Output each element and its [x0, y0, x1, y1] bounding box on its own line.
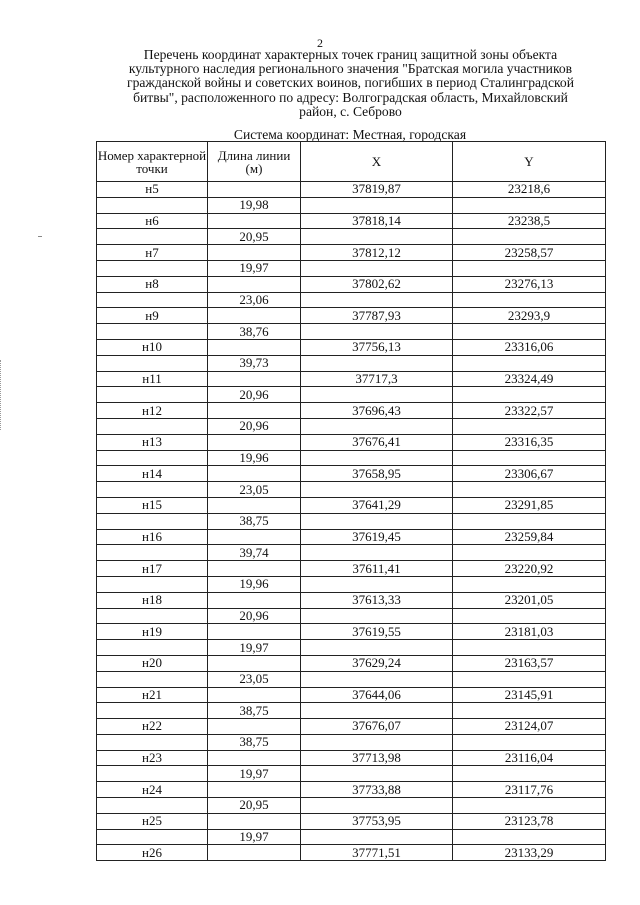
point-number-cell	[97, 418, 208, 434]
scan-mark	[38, 236, 42, 237]
line-length-cell	[208, 403, 301, 419]
x-coordinate-cell: 37819,87	[301, 182, 453, 198]
line-length-cell: 20,95	[208, 798, 301, 814]
table-row-segment	[97, 640, 606, 656]
point-number-cell: н24	[97, 782, 208, 798]
y-coordinate-cell: 23291,85	[453, 497, 606, 513]
point-number-cell: н15	[97, 497, 208, 513]
x-coordinate-cell: 37753,95	[301, 813, 453, 829]
table-row-point	[97, 845, 606, 861]
line-length-cell	[208, 624, 301, 640]
point-number-cell	[97, 640, 208, 656]
line-length-cell: 23,05	[208, 671, 301, 687]
line-length-cell	[208, 308, 301, 324]
point-number-cell: н18	[97, 592, 208, 608]
x-coordinate-cell: 37658,95	[301, 466, 453, 482]
y-coordinate-cell: 23117,76	[453, 782, 606, 798]
line-length-cell: 20,95	[208, 229, 301, 245]
point-number-cell	[97, 387, 208, 403]
line-length-cell: 39,73	[208, 355, 301, 371]
y-coordinate-cell: 23322,57	[453, 403, 606, 419]
table-row-point	[97, 182, 606, 198]
point-number-cell: н23	[97, 750, 208, 766]
document-title	[88, 48, 613, 119]
x-coordinate-cell	[301, 766, 453, 782]
y-coordinate-cell: 23201,05	[453, 592, 606, 608]
x-coordinate-cell: 37619,55	[301, 624, 453, 640]
table-row-point	[97, 719, 606, 735]
table-row-segment	[97, 829, 606, 845]
x-coordinate-cell: 37641,29	[301, 497, 453, 513]
table-row-point	[97, 687, 606, 703]
x-coordinate-cell: 37619,45	[301, 529, 453, 545]
x-coordinate-cell: 37733,88	[301, 782, 453, 798]
line-length-cell	[208, 782, 301, 798]
y-coordinate-cell: 23133,29	[453, 845, 606, 861]
y-coordinate-cell	[453, 355, 606, 371]
table-row-segment	[97, 482, 606, 498]
line-length-cell: 20,96	[208, 418, 301, 434]
table-row-point	[97, 592, 606, 608]
table-row-segment	[97, 450, 606, 466]
y-coordinate-cell: 23116,04	[453, 750, 606, 766]
line-length-cell	[208, 592, 301, 608]
point-number-cell: н17	[97, 561, 208, 577]
table-row-point	[97, 434, 606, 450]
table-row-segment	[97, 355, 606, 371]
x-coordinate-cell	[301, 260, 453, 276]
point-number-cell	[97, 766, 208, 782]
table-row-point	[97, 213, 606, 229]
point-number-cell: н6	[97, 213, 208, 229]
point-number-cell	[97, 450, 208, 466]
line-length-cell: 23,05	[208, 482, 301, 498]
header-line-length: Длина линии (м)	[208, 142, 301, 182]
point-number-cell: н20	[97, 655, 208, 671]
y-coordinate-cell	[453, 482, 606, 498]
x-coordinate-cell: 37771,51	[301, 845, 453, 861]
x-coordinate-cell	[301, 734, 453, 750]
table-row-segment	[97, 766, 606, 782]
coordinates-table	[96, 141, 606, 861]
y-coordinate-cell: 23259,84	[453, 529, 606, 545]
coordinate-system-caption: Система координат: Местная, городская	[233, 127, 467, 142]
x-coordinate-cell: 37696,43	[301, 403, 453, 419]
line-length-cell: 20,96	[208, 387, 301, 403]
line-length-cell	[208, 687, 301, 703]
line-length-cell: 19,97	[208, 640, 301, 656]
table-row-segment	[97, 229, 606, 245]
point-number-cell	[97, 798, 208, 814]
table-row-point	[97, 782, 606, 798]
point-number-cell: н9	[97, 308, 208, 324]
x-coordinate-cell	[301, 640, 453, 656]
point-number-cell: н5	[97, 182, 208, 198]
table-row-segment	[97, 734, 606, 750]
x-coordinate-cell	[301, 576, 453, 592]
table-row-point	[97, 276, 606, 292]
x-coordinate-cell	[301, 671, 453, 687]
table-row-segment	[97, 608, 606, 624]
y-coordinate-cell: 23220,92	[453, 561, 606, 577]
line-length-cell	[208, 371, 301, 387]
table-row-point	[97, 750, 606, 766]
x-coordinate-cell	[301, 545, 453, 561]
x-coordinate-cell	[301, 482, 453, 498]
point-number-cell	[97, 482, 208, 498]
y-coordinate-cell	[453, 671, 606, 687]
point-number-cell	[97, 229, 208, 245]
line-length-cell	[208, 339, 301, 355]
y-coordinate-cell: 23145,91	[453, 687, 606, 703]
line-length-cell: 20,96	[208, 608, 301, 624]
y-coordinate-cell: 23276,13	[453, 276, 606, 292]
point-number-cell: н16	[97, 529, 208, 545]
line-length-cell: 39,74	[208, 545, 301, 561]
point-number-cell	[97, 260, 208, 276]
point-number-cell: н14	[97, 466, 208, 482]
table-row-segment	[97, 703, 606, 719]
table-body	[97, 182, 606, 861]
y-coordinate-cell	[453, 450, 606, 466]
line-length-cell: 19,96	[208, 450, 301, 466]
x-coordinate-cell	[301, 418, 453, 434]
header-y: Y	[453, 142, 606, 182]
table-row-point	[97, 497, 606, 513]
line-length-cell: 19,96	[208, 576, 301, 592]
y-coordinate-cell	[453, 576, 606, 592]
y-coordinate-cell: 23306,67	[453, 466, 606, 482]
y-coordinate-cell	[453, 387, 606, 403]
table-row-point	[97, 245, 606, 261]
point-number-cell	[97, 197, 208, 213]
x-coordinate-cell	[301, 387, 453, 403]
table-row-point	[97, 529, 606, 545]
point-number-cell	[97, 324, 208, 340]
point-number-cell	[97, 734, 208, 750]
line-length-cell: 19,98	[208, 197, 301, 213]
point-number-cell: н19	[97, 624, 208, 640]
margin-stamp	[0, 360, 3, 430]
x-coordinate-cell: 37787,93	[301, 308, 453, 324]
title-line: район, с. Себрово	[299, 103, 402, 119]
x-coordinate-cell: 37818,14	[301, 213, 453, 229]
y-coordinate-cell	[453, 260, 606, 276]
header-point-number: Номер характерной точки	[97, 142, 208, 182]
point-number-cell	[97, 513, 208, 529]
line-length-cell: 23,06	[208, 292, 301, 308]
line-length-cell: 19,97	[208, 829, 301, 845]
x-coordinate-cell	[301, 513, 453, 529]
x-coordinate-cell: 37802,62	[301, 276, 453, 292]
point-number-cell: н13	[97, 434, 208, 450]
table-row-point	[97, 561, 606, 577]
y-coordinate-cell	[453, 798, 606, 814]
table-row-point	[97, 371, 606, 387]
x-coordinate-cell: 37676,07	[301, 719, 453, 735]
y-coordinate-cell	[453, 734, 606, 750]
x-coordinate-cell	[301, 229, 453, 245]
y-coordinate-cell	[453, 829, 606, 845]
header-x: X	[301, 142, 453, 182]
table-row-point	[97, 308, 606, 324]
point-number-cell	[97, 545, 208, 561]
line-length-cell	[208, 529, 301, 545]
y-coordinate-cell	[453, 640, 606, 656]
y-coordinate-cell	[453, 229, 606, 245]
table-row-segment	[97, 545, 606, 561]
line-length-cell: 19,97	[208, 766, 301, 782]
y-coordinate-cell: 23293,9	[453, 308, 606, 324]
point-number-cell	[97, 292, 208, 308]
y-coordinate-cell: 23324,49	[453, 371, 606, 387]
y-coordinate-cell	[453, 197, 606, 213]
y-coordinate-cell	[453, 418, 606, 434]
point-number-cell: н21	[97, 687, 208, 703]
line-length-cell	[208, 561, 301, 577]
table-row-segment	[97, 260, 606, 276]
y-coordinate-cell	[453, 545, 606, 561]
line-length-cell	[208, 182, 301, 198]
x-coordinate-cell: 37613,33	[301, 592, 453, 608]
line-length-cell	[208, 750, 301, 766]
line-length-cell: 38,76	[208, 324, 301, 340]
line-length-cell	[208, 434, 301, 450]
point-number-cell	[97, 576, 208, 592]
line-length-cell	[208, 655, 301, 671]
x-coordinate-cell	[301, 798, 453, 814]
y-coordinate-cell	[453, 703, 606, 719]
table-row-segment	[97, 576, 606, 592]
y-coordinate-cell: 23163,57	[453, 655, 606, 671]
x-coordinate-cell: 37812,12	[301, 245, 453, 261]
line-length-cell	[208, 466, 301, 482]
line-length-cell: 38,75	[208, 734, 301, 750]
x-coordinate-cell	[301, 608, 453, 624]
table-header-row	[97, 142, 606, 182]
y-coordinate-cell	[453, 324, 606, 340]
point-number-cell: н10	[97, 339, 208, 355]
y-coordinate-cell: 23316,06	[453, 339, 606, 355]
y-coordinate-cell: 23123,78	[453, 813, 606, 829]
x-coordinate-cell: 37713,98	[301, 750, 453, 766]
table-row-point	[97, 339, 606, 355]
y-coordinate-cell: 23238,5	[453, 213, 606, 229]
x-coordinate-cell: 37611,41	[301, 561, 453, 577]
line-length-cell	[208, 719, 301, 735]
point-number-cell: н25	[97, 813, 208, 829]
title-line: Перечень координат характерных точек границ защитной зоны объекта	[143, 47, 558, 62]
table-row-point	[97, 655, 606, 671]
y-coordinate-cell: 23258,57	[453, 245, 606, 261]
point-number-cell: н22	[97, 719, 208, 735]
x-coordinate-cell	[301, 324, 453, 340]
x-coordinate-cell	[301, 355, 453, 371]
table-row-segment	[97, 671, 606, 687]
point-number-cell: н8	[97, 276, 208, 292]
line-length-cell	[208, 276, 301, 292]
title-line: гражданской войны и советских воинов, погибших в период Сталинградской	[127, 75, 574, 91]
x-coordinate-cell: 37676,41	[301, 434, 453, 450]
x-coordinate-cell: 37717,3	[301, 371, 453, 387]
line-length-cell	[208, 245, 301, 261]
line-length-cell: 38,75	[208, 703, 301, 719]
table-row-segment	[97, 197, 606, 213]
x-coordinate-cell: 37629,24	[301, 655, 453, 671]
table-row-segment	[97, 798, 606, 814]
point-number-cell	[97, 703, 208, 719]
y-coordinate-cell	[453, 766, 606, 782]
point-number-cell: н11	[97, 371, 208, 387]
table-row-point	[97, 403, 606, 419]
table-row-segment	[97, 418, 606, 434]
table-row-segment	[97, 292, 606, 308]
point-number-cell: н12	[97, 403, 208, 419]
line-length-cell	[208, 497, 301, 513]
line-length-cell: 19,97	[208, 260, 301, 276]
line-length-cell: 38,75	[208, 513, 301, 529]
line-length-cell	[208, 845, 301, 861]
table-row-segment	[97, 324, 606, 340]
y-coordinate-cell: 23124,07	[453, 719, 606, 735]
y-coordinate-cell	[453, 608, 606, 624]
point-number-cell	[97, 671, 208, 687]
table-row-segment	[97, 387, 606, 403]
line-length-cell	[208, 213, 301, 229]
x-coordinate-cell	[301, 450, 453, 466]
point-number-cell: н7	[97, 245, 208, 261]
y-coordinate-cell	[453, 292, 606, 308]
title-line: культурного наследия регионального значения "Братская могила участников	[128, 61, 573, 77]
table-row-point	[97, 813, 606, 829]
x-coordinate-cell: 37756,13	[301, 339, 453, 355]
point-number-cell	[97, 608, 208, 624]
y-coordinate-cell: 23316,35	[453, 434, 606, 450]
x-coordinate-cell	[301, 197, 453, 213]
x-coordinate-cell	[301, 829, 453, 845]
y-coordinate-cell	[453, 513, 606, 529]
y-coordinate-cell: 23181,03	[453, 624, 606, 640]
point-number-cell: н26	[97, 845, 208, 861]
line-length-cell	[208, 813, 301, 829]
y-coordinate-cell: 23218,6	[453, 182, 606, 198]
table-row-segment	[97, 513, 606, 529]
table-row-point	[97, 466, 606, 482]
point-number-cell	[97, 829, 208, 845]
x-coordinate-cell	[301, 703, 453, 719]
x-coordinate-cell: 37644,06	[301, 687, 453, 703]
point-number-cell	[97, 355, 208, 371]
page-number: 2	[317, 36, 323, 50]
table-row-point	[97, 624, 606, 640]
x-coordinate-cell	[301, 292, 453, 308]
title-line: битвы", расположенного по адресу: Волгоградская область, Михайловский	[133, 89, 568, 105]
